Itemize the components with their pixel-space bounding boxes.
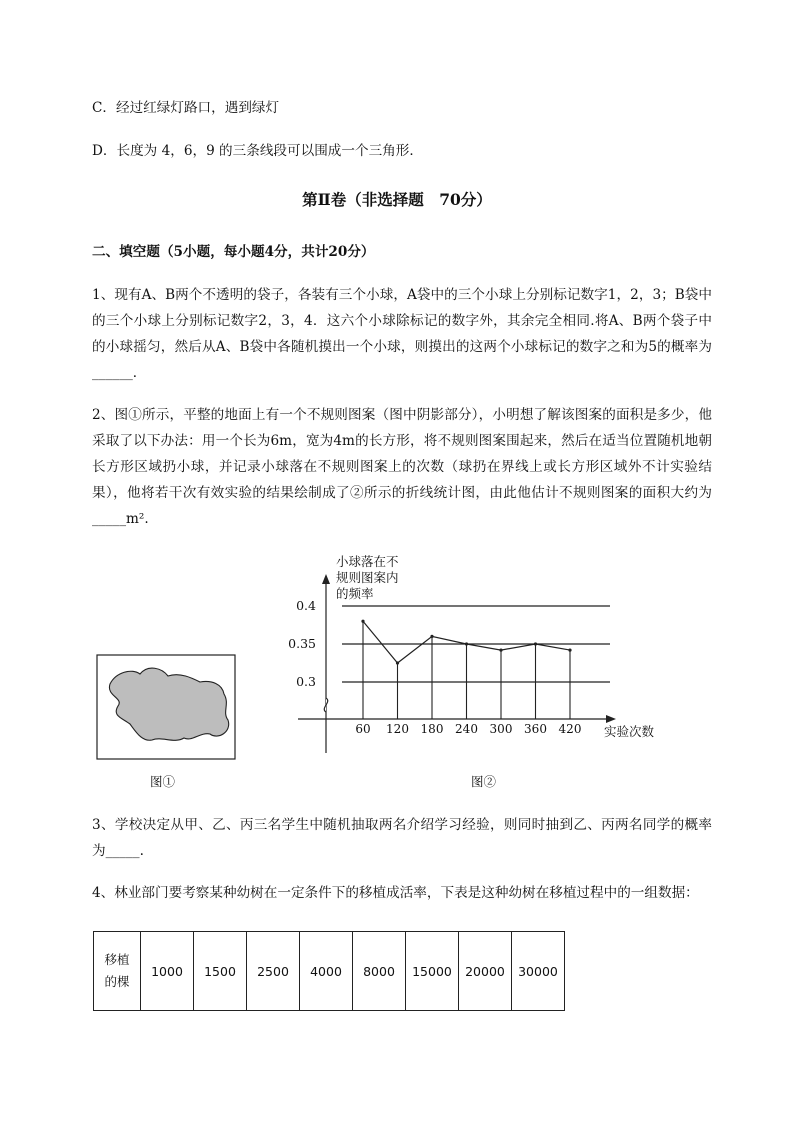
x-tick-label: 120	[386, 722, 409, 736]
figure-1-shape	[96, 654, 236, 760]
table-header-line-1: 移植	[104, 952, 130, 967]
y-axis-label: 小球落在不	[336, 554, 399, 569]
table-cell: 4000	[300, 932, 353, 1011]
y-tick-label: 0.35	[288, 636, 316, 651]
y-tick-label: 0.4	[296, 598, 316, 613]
x-tick-label: 180	[420, 722, 444, 736]
x-axis-arrow	[606, 715, 616, 723]
question-1: 1、现有A、B两个不透明的袋子，各装有三个小球，A袋中的三个小球上分别标记数字1，2，3；B袋中的三个小球上分别标记数字2，3，4．这六个小球除标记的数字外，其余完全相同.将A、B两个袋子中的小球摇匀，然后从A、B袋中各随机摸出一个小球，则摸出的这两个小球标记的数字之和为5的概率为______．	[92, 287, 712, 381]
part-title: 第Ⅱ卷（非选择题 70分）	[302, 190, 492, 209]
x-axis-label: 实验次数	[604, 724, 655, 739]
table-cell: 8000	[353, 932, 406, 1011]
table-row	[94, 932, 565, 1011]
axis-break-mark	[324, 698, 327, 712]
table-cell: 15000	[406, 932, 459, 1011]
figure-2-caption: 图②	[471, 774, 497, 789]
x-tick-label: 420	[558, 722, 582, 736]
table-cell: 2500	[247, 932, 300, 1011]
x-tick-label: 300	[489, 722, 513, 736]
y-tick-label: 0.3	[296, 674, 316, 689]
x-tick-label: 360	[524, 722, 547, 736]
table-cell: 20000	[459, 932, 512, 1011]
transplant-table	[93, 931, 565, 1011]
y-axis-arrow	[322, 574, 330, 584]
question-3: 3、学校决定从甲、乙、丙三名学生中随机抽取两名介绍学习经验，则同时抽到乙、丙两名同学的概率为_____.	[92, 817, 712, 859]
option-d: D．长度为 4，6，9 的三条线段可以围成一个三角形．	[92, 143, 423, 159]
table-cell: 1000	[141, 932, 194, 1011]
frequency-line-chart	[280, 548, 680, 758]
x-tick-label: 240	[455, 722, 478, 736]
x-tick-label: 60	[355, 722, 371, 736]
figure-1-caption: 图①	[150, 774, 176, 789]
table-cell: 30000	[512, 932, 565, 1011]
table-header-line-2: 的棵	[104, 974, 130, 989]
y-axis-label: 规则图案内	[336, 570, 399, 585]
table-cell: 1500	[194, 932, 247, 1011]
option-c: C．经过红绿灯路口，遇到绿灯	[92, 100, 280, 116]
section-title: 二、填空题（5小题，每小题4分，共计20分）	[92, 244, 375, 260]
y-axis-label: 的频率	[336, 586, 374, 601]
table-header-cell	[94, 932, 141, 1011]
question-4: 4、林业部门要考察某种幼树在一定条件下的移植成活率，下表是这种幼树在移植过程中的一组数据：	[92, 885, 699, 901]
question-2: 2、图①所示，平整的地面上有一个不规则图案（图中阴影部分），小明想了解该图案的面积是多少，他采取了以下办法：用一个长为6m，宽为4m的长方形，将不规则图案围起来，然后在适当位置随机地朝长方形区域扔小球，并记录小球落在不规则图案上的次数（球扔在界线上或长方形区域外不计实验结果），他将若干次有效实验的结果绘制成了②所示的折线统计图，由此他估计不规则图案的面积大约为 _____m².	[92, 407, 712, 527]
